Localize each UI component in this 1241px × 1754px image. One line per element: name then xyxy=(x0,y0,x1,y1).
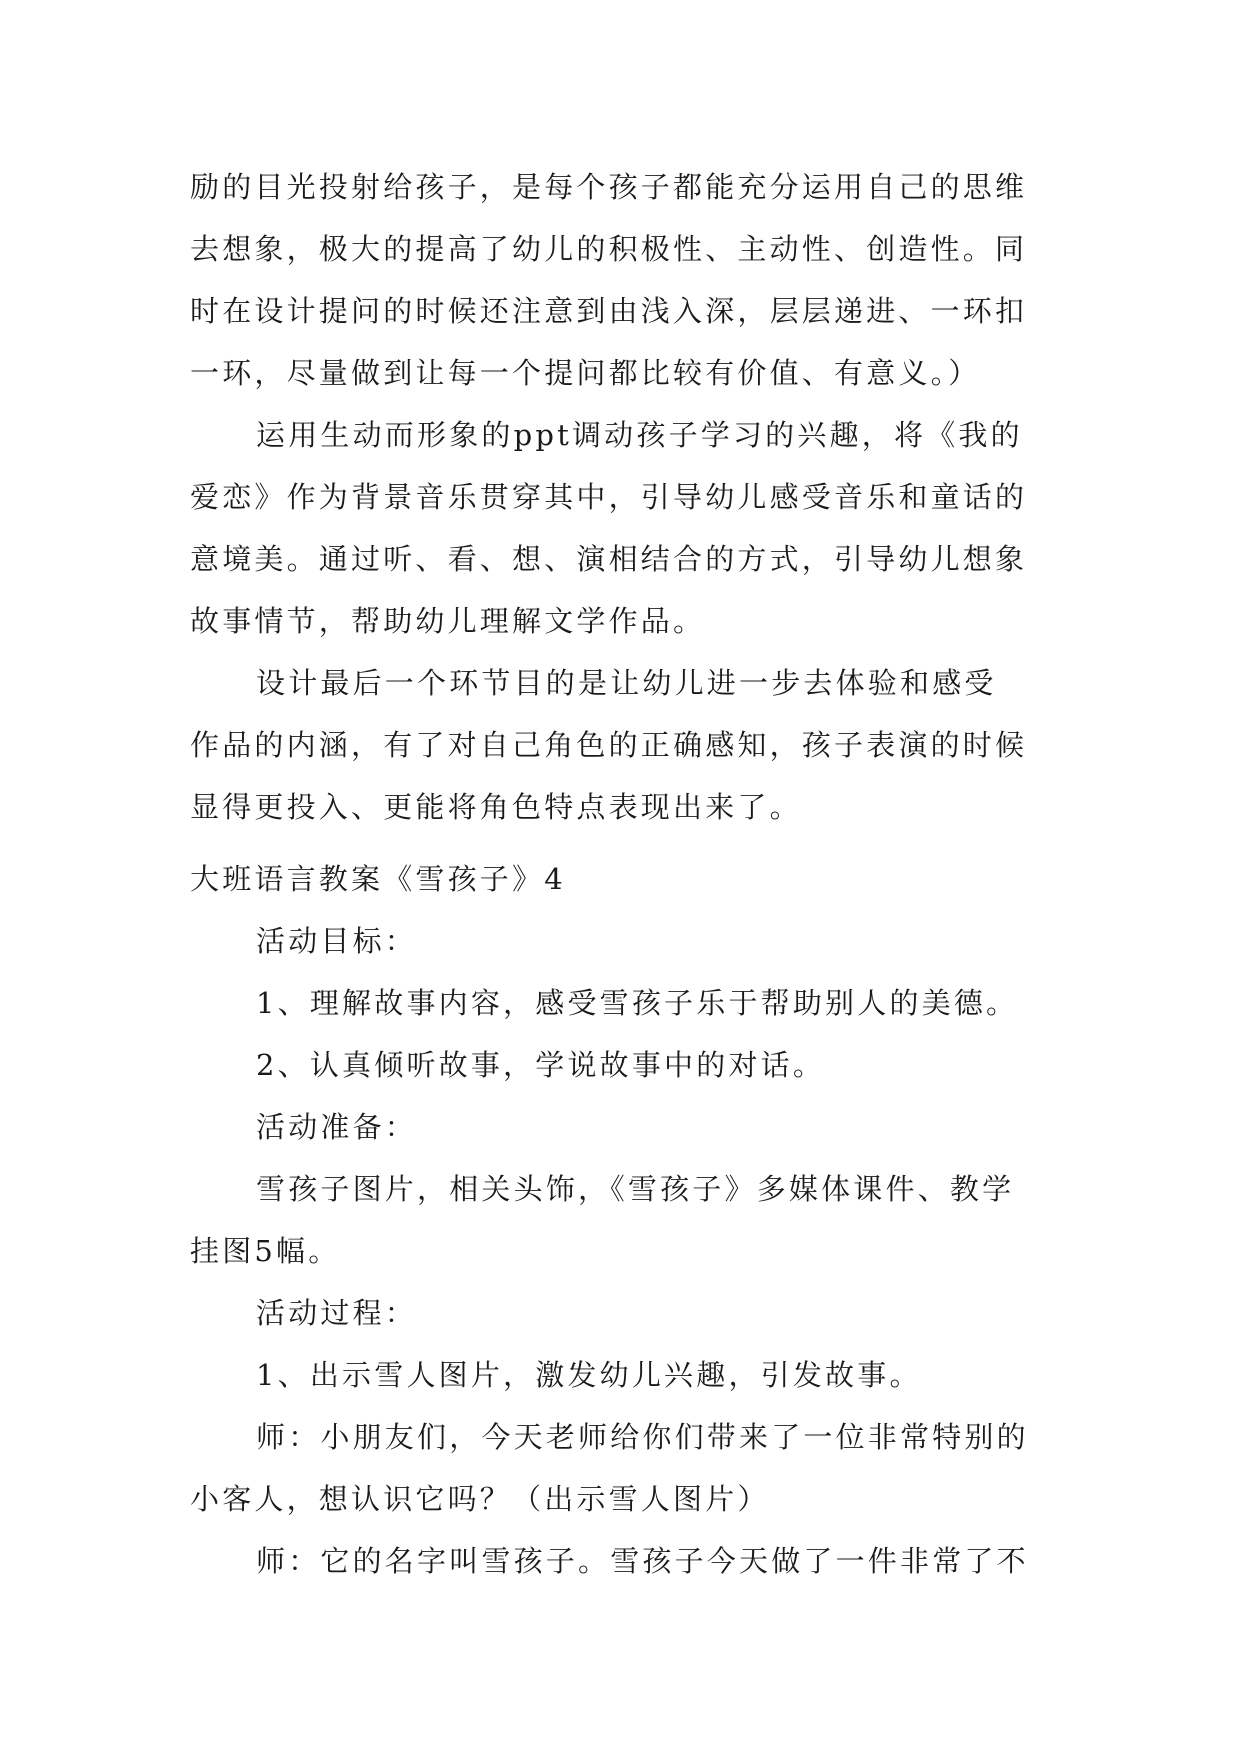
section-title: 大班语言教案《雪孩子》4 xyxy=(190,862,566,896)
text-line: 设计最后一个环节目的是让幼儿进一步去体验和感受 xyxy=(256,666,997,700)
text-line: 意境美。通过听、看、想、演相结合的方式，引导幼儿想象 xyxy=(190,542,1028,576)
text-line: 师：它的名字叫雪孩子。雪孩子今天做了一件非常了不 xyxy=(256,1544,1029,1578)
text-line: 雪孩子图片，相关头饰，《雪孩子》多媒体课件、教学 xyxy=(256,1172,1015,1206)
text-line: 显得更投入、更能将角色特点表现出来了。 xyxy=(190,790,802,824)
top-text-block xyxy=(190,156,1052,838)
text-line: 1、出示雪人图片，激发幼儿兴趣，引发故事。 xyxy=(256,1358,922,1392)
text-line: 2、认真倾听故事，学说故事中的对话。 xyxy=(256,1048,826,1082)
section-block xyxy=(190,848,1052,1592)
text-line: 师：小朋友们，今天老师给你们带来了一位非常特别的 xyxy=(256,1420,1029,1454)
text-line: 时在设计提问的时候还注意到由浅入深，层层递进、一环扣 xyxy=(190,294,1028,328)
text-line: 一环，尽量做到让每一个提问都比较有价值、有意义。） xyxy=(190,356,981,390)
text-line: 去想象，极大的提高了幼儿的积极性、主动性、创造性。同 xyxy=(190,232,1028,266)
text-line: 活动目标： xyxy=(256,924,418,958)
text-line: 小客人，想认识它吗？（出示雪人图片） xyxy=(190,1482,770,1516)
text-line: 活动准备： xyxy=(256,1110,418,1144)
text-line: 活动过程： xyxy=(256,1296,418,1330)
text-line: 挂图5幅。 xyxy=(190,1234,341,1268)
text-line: 1、理解故事内容，感受雪孩子乐于帮助别人的美德。 xyxy=(256,986,1019,1020)
text-line: 励的目光投射给孩子，是每个孩子都能充分运用自己的思维 xyxy=(190,170,1028,204)
text-line: 爱恋》作为背景音乐贯穿其中，引导幼儿感受音乐和童话的 xyxy=(190,480,1028,514)
text-line: 作品的内涵，有了对自己角色的正确感知，孩子表演的时候 xyxy=(190,728,1028,762)
text-line: 运用生动而形象的ppt调动孩子学习的兴趣，将《我的 xyxy=(256,418,1023,452)
text-line: 故事情节，帮助幼儿理解文学作品。 xyxy=(190,604,706,638)
